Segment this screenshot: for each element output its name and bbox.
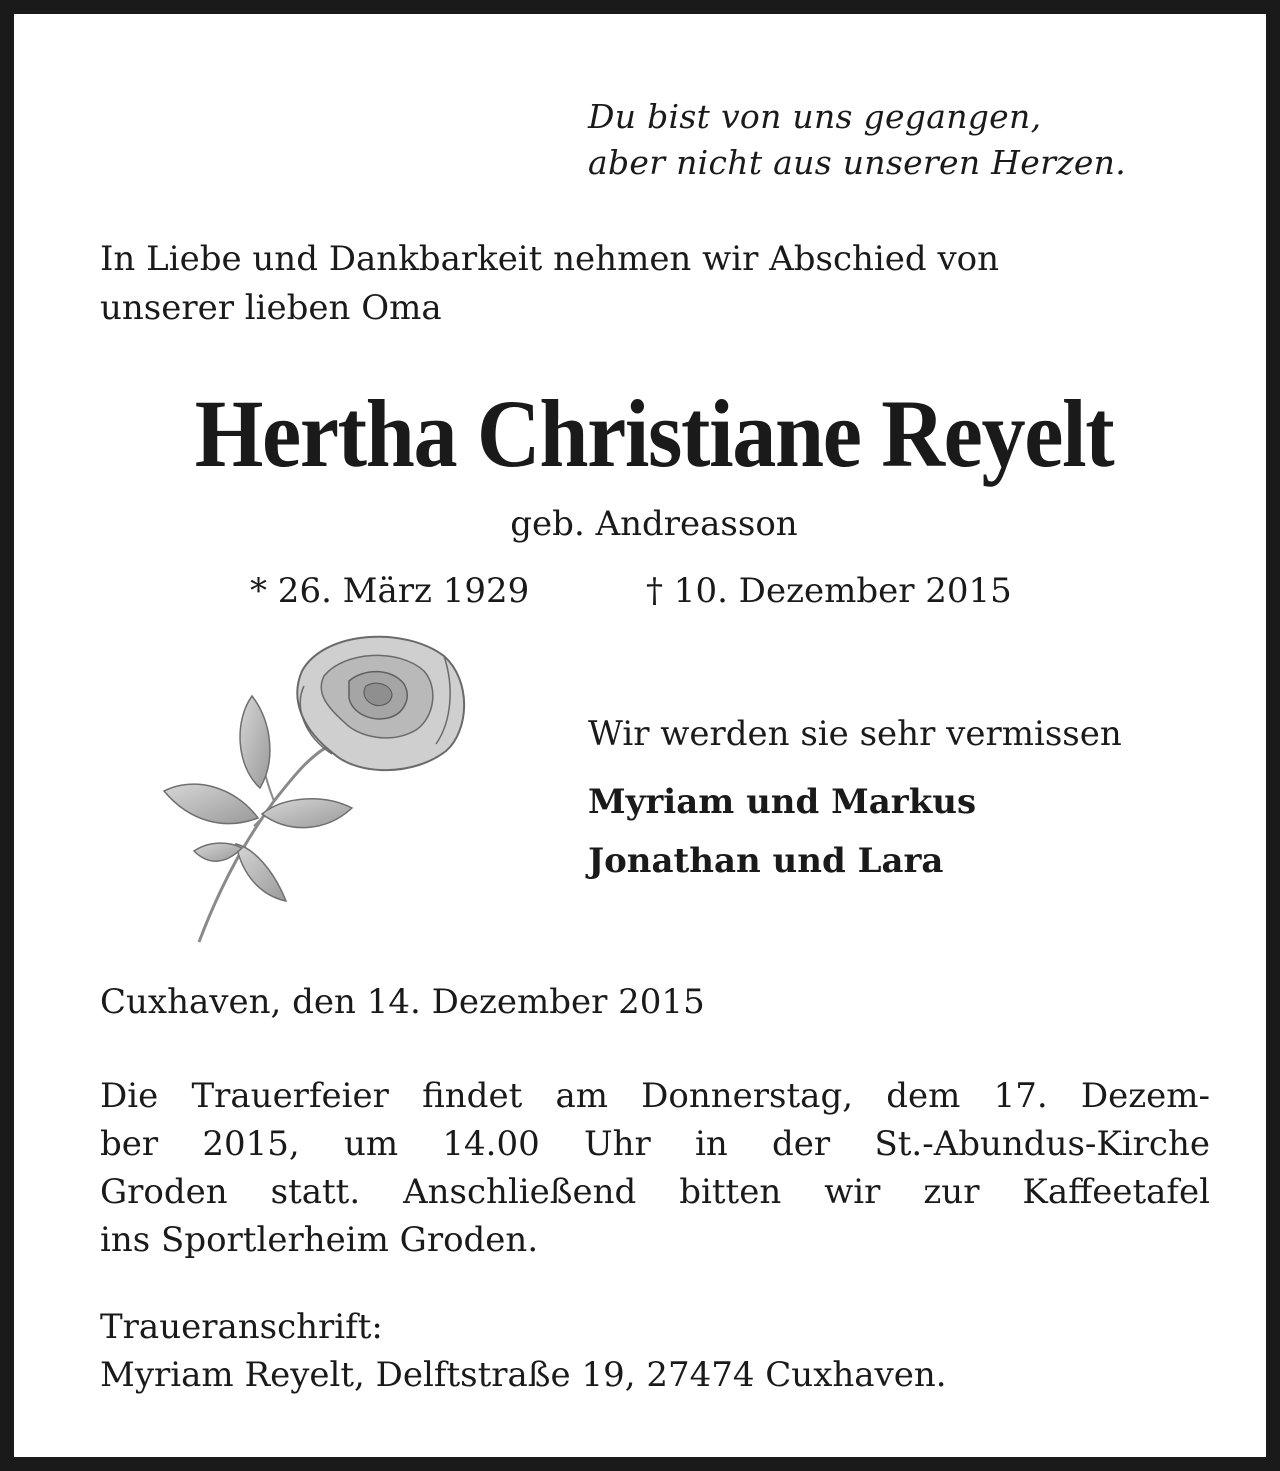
motto-line-1: Du bist von uns gegangen,	[588, 97, 1042, 136]
address-label: Traueranschrift:	[100, 1307, 383, 1347]
rose-icon	[154, 626, 484, 946]
mourners-line-1: Myriam und Markus	[588, 782, 977, 822]
intro-line-1: In Liebe und Dankbarkeit nehmen wir Abschied von	[100, 239, 1000, 279]
place-and-date: Cuxhaven, den 14. Dezember 2015	[100, 982, 705, 1022]
maiden-name: geb. Andreasson	[510, 504, 798, 544]
funeral-service-text	[100, 1072, 1210, 1264]
mourning-address: Myriam Reyelt, Delftstraße 19, 27474 Cuxhaven.	[100, 1355, 947, 1395]
mourners-line-2: Jonathan und Lara	[588, 841, 944, 881]
deceased-name: Hertha Christiane Reyelt	[194, 380, 1114, 487]
service-line-4: ins Sportlerheim Groden.	[100, 1220, 539, 1260]
death-date: † 10. Dezember 2015	[646, 571, 1012, 611]
motto-line-2: aber nicht aus unseren Herzen.	[588, 143, 1126, 182]
intro-line-2: unserer lieben Oma	[100, 288, 442, 328]
mourners-intro: Wir werden sie sehr vermissen	[588, 714, 1122, 754]
service-line-2: ber 2015, um 14.00 Uhr in der St.-Abundus-Kirche	[100, 1124, 1210, 1164]
birth-date: * 26. März 1929	[250, 571, 530, 611]
service-line-3: Groden statt. Anschließend bitten wir zur Kaffeetafel	[100, 1172, 1210, 1212]
service-line-1: Die Trauerfeier findet am Donnerstag, dem 17. Dezem-	[100, 1076, 1210, 1116]
motto	[588, 94, 1228, 186]
